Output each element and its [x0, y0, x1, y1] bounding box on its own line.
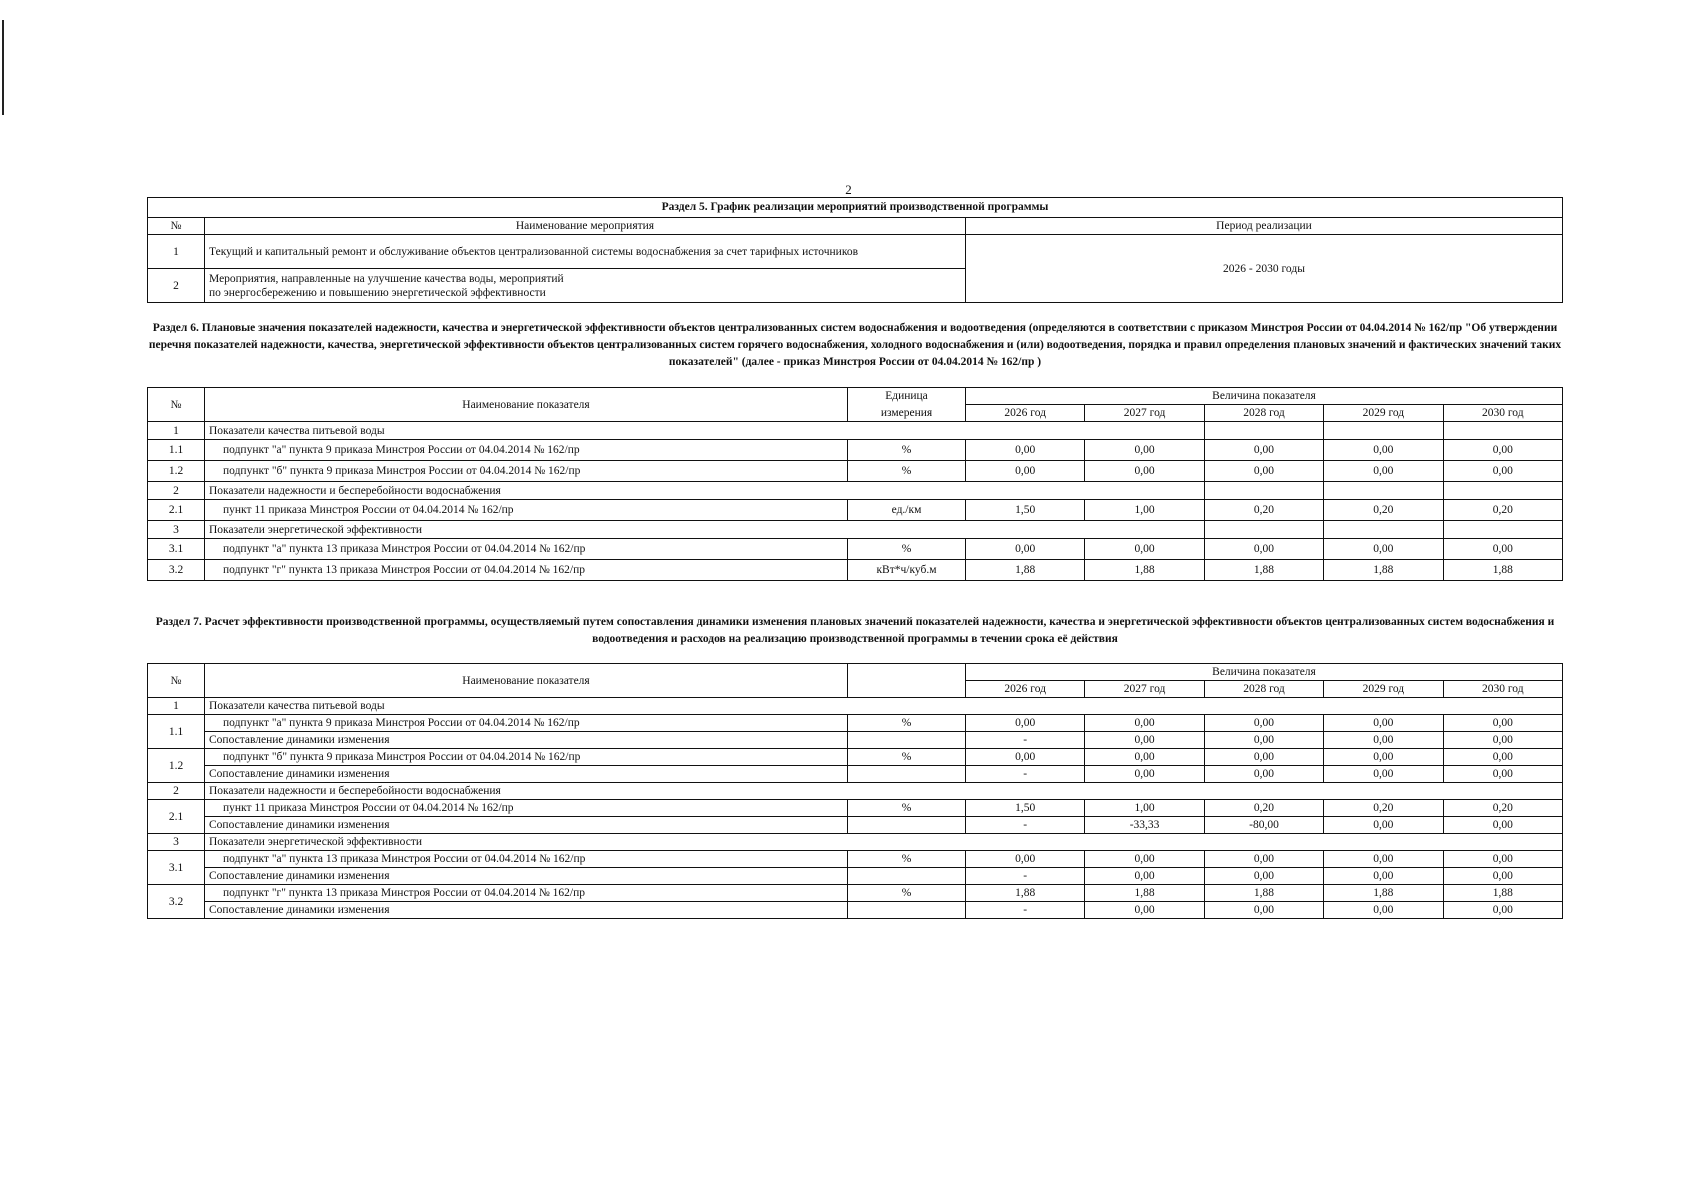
compare-value: -: [966, 868, 1085, 885]
compare-value: 0,00: [1085, 766, 1204, 783]
s6-year-header: 2027 год: [1085, 405, 1204, 422]
page-number: 2: [845, 182, 852, 197]
table-row: [148, 800, 1563, 817]
section6-title: Раздел 6. Плановые значения показателей надежности, качества и энергетической эффективности объектов централизованных систем водоснабжения и водоотведения (определяются в соответствии с приказом Минстроя России от 04.04.2014 № 162/пр "Об утверждении перечня показателей надежности, качества, энергетической эффективности объектов централизованных систем горячего водоснабжения, холодного водоснабжения и (или) водоотведения, порядка и правил определения плановых значений и фактических значений таких показателей" (далее - приказ Минстроя России от 04.04.2014 № 162/пр ): [148, 322, 1562, 368]
table-row: [148, 461, 1563, 482]
empty-cell: [848, 422, 966, 440]
row-number: 1: [148, 422, 205, 440]
value-cell: 0,00: [1204, 715, 1323, 732]
row-number: 1.2: [148, 749, 205, 783]
compare-row: [148, 732, 1563, 749]
s7-col-unit: [848, 664, 966, 698]
compare-value: -: [966, 902, 1085, 919]
s5-period: 2026 - 2030 годы: [966, 235, 1563, 303]
group-name: Показатели качества питьевой воды: [205, 422, 848, 440]
value-cell: 0,00: [1085, 440, 1204, 461]
value-cell: 1,88: [1324, 560, 1443, 581]
indicator-name: подпункт "а" пункта 13 приказа Минстроя России от 04.04.2014 № 162/пр: [205, 539, 848, 560]
value-cell: 1,88: [1204, 885, 1323, 902]
s7-body: [148, 698, 1563, 919]
empty-cell: [1204, 482, 1323, 500]
value-cell: 1,50: [966, 800, 1085, 817]
s7-year-header: 2026 год: [966, 681, 1085, 698]
empty-cell: [1085, 834, 1204, 851]
indicator-name: подпункт "г" пункта 13 приказа Минстроя России от 04.04.2014 № 162/пр: [205, 560, 848, 581]
compare-value: 0,00: [1204, 868, 1323, 885]
empty-cell: [848, 732, 966, 749]
row-number: 2: [148, 783, 205, 800]
value-cell: 1,88: [1085, 560, 1204, 581]
value-cell: 0,00: [1324, 851, 1443, 868]
value-cell: 0,00: [1443, 440, 1562, 461]
compare-value: 0,00: [1204, 732, 1323, 749]
value-cell: 1,00: [1085, 500, 1204, 521]
unit-cell: %: [848, 461, 966, 482]
row-number: 3: [148, 521, 205, 539]
row-number: 1.1: [148, 715, 205, 749]
compare-value: -80,00: [1204, 817, 1323, 834]
section6-table: [147, 387, 1563, 581]
row-number: 3.2: [148, 560, 205, 581]
table-row: [148, 715, 1563, 732]
value-cell: 0,20: [1204, 800, 1323, 817]
indicator-name: подпункт "б" пункта 9 приказа Минстроя России от 04.04.2014 № 162/пр: [205, 749, 848, 766]
empty-cell: [1085, 482, 1204, 500]
empty-cell: [1443, 834, 1562, 851]
section7-block: [147, 663, 1563, 919]
empty-cell: [848, 521, 966, 539]
group-row: [148, 698, 1563, 715]
empty-cell: [966, 521, 1085, 539]
unit-cell: %: [848, 851, 966, 868]
compare-value: 0,00: [1085, 868, 1204, 885]
compare-value: 0,00: [1443, 868, 1562, 885]
s5-row-name: Текущий и капитальный ремонт и обслуживание объектов централизованной системы водоснабжения за счет тарифных источников: [205, 235, 966, 269]
value-cell: 1,88: [966, 885, 1085, 902]
compare-row: [148, 902, 1563, 919]
s6-year-header: 2028 год: [1204, 405, 1323, 422]
group-name: Показатели надежности и бесперебойности водоснабжения: [205, 482, 848, 500]
row-number: 1.1: [148, 440, 205, 461]
empty-cell: [1443, 783, 1562, 800]
compare-value: 0,00: [1204, 766, 1323, 783]
empty-cell: [1204, 422, 1323, 440]
table-row: [148, 885, 1563, 902]
s7-year-header: 2030 год: [1443, 681, 1562, 698]
empty-cell: [1443, 422, 1562, 440]
s7-col-no: №: [148, 664, 205, 698]
s6-year-header: 2029 год: [1324, 405, 1443, 422]
value-cell: 0,00: [1324, 749, 1443, 766]
empty-cell: [1443, 482, 1562, 500]
row-number: 3.2: [148, 885, 205, 919]
value-cell: 0,20: [1324, 800, 1443, 817]
indicator-name: пункт 11 приказа Минстроя России от 04.04.2014 № 162/пр: [205, 500, 848, 521]
value-cell: 0,00: [1085, 715, 1204, 732]
value-cell: 0,20: [1324, 500, 1443, 521]
compare-label: Сопоставление динамики изменения: [205, 902, 848, 919]
value-cell: 0,00: [1204, 539, 1323, 560]
section5-title: Раздел 5. График реализации мероприятий производственной программы: [148, 198, 1563, 218]
s6-col-value: Величина показателя: [966, 388, 1563, 405]
s6-body: [148, 422, 1563, 581]
s5-row-name-line: по энергосбережению и повышению энергетической эффективности: [209, 286, 546, 299]
value-cell: 1,88: [966, 560, 1085, 581]
value-cell: 1,88: [1085, 885, 1204, 902]
value-cell: 0,00: [1085, 851, 1204, 868]
s6-col-no: №: [148, 388, 205, 422]
value-cell: 0,00: [1324, 539, 1443, 560]
value-cell: 1,50: [966, 500, 1085, 521]
indicator-name: пункт 11 приказа Минстроя России от 04.04.2014 № 162/пр: [205, 800, 848, 817]
s6-year-header: 2026 год: [966, 405, 1085, 422]
s6-year-header: 2030 год: [1443, 405, 1562, 422]
row-number: 2.1: [148, 500, 205, 521]
s7-col-name: Наименование показателя: [205, 664, 848, 698]
s6-col-unit: Единица: [848, 388, 966, 405]
value-cell: 0,00: [1324, 715, 1443, 732]
value-cell: 0,00: [966, 461, 1085, 482]
s5-row-name: [205, 269, 966, 303]
unit-cell: %: [848, 539, 966, 560]
section7-title: Раздел 7. Расчет эффективности производственной программы, осуществляемый путем сопоставления динамики изменения плановых значений показателей надежности, качества и энергетической эффективности объектов централизованных систем водоснабжения и водоотведения и расходов на реализацию производственной программы в течении срока её действия: [155, 616, 1555, 645]
scan-margin-line: [2, 20, 4, 115]
empty-cell: [1085, 521, 1204, 539]
section6-block: [147, 387, 1563, 581]
indicator-name: подпункт "а" пункта 13 приказа Минстроя России от 04.04.2014 № 162/пр: [205, 851, 848, 868]
empty-cell: [1324, 698, 1443, 715]
empty-cell: [966, 422, 1085, 440]
compare-label: Сопоставление динамики изменения: [205, 732, 848, 749]
group-name: Показатели надежности и бесперебойности водоснабжения: [205, 783, 848, 800]
row-number: 2: [148, 482, 205, 500]
value-cell: 0,00: [1085, 539, 1204, 560]
empty-cell: [848, 868, 966, 885]
value-cell: 0,00: [1204, 851, 1323, 868]
empty-cell: [1324, 834, 1443, 851]
compare-value: 0,00: [1324, 732, 1443, 749]
value-cell: 0,00: [1085, 749, 1204, 766]
s5-col-no: №: [148, 218, 205, 235]
group-name: Показатели энергетической эффективности: [205, 521, 848, 539]
empty-cell: [1204, 783, 1323, 800]
compare-value: -33,33: [1085, 817, 1204, 834]
empty-cell: [848, 902, 966, 919]
row-number: 3: [148, 834, 205, 851]
unit-cell: %: [848, 715, 966, 732]
empty-cell: [848, 698, 966, 715]
value-cell: 0,00: [1204, 461, 1323, 482]
s7-col-value: Величина показателя: [966, 664, 1563, 681]
s6-col-name: Наименование показателя: [205, 388, 848, 422]
compare-value: 0,00: [1443, 902, 1562, 919]
indicator-name: подпункт "г" пункта 13 приказа Минстроя России от 04.04.2014 № 162/пр: [205, 885, 848, 902]
s5-row-no: 2: [148, 269, 205, 303]
group-row: [148, 422, 1563, 440]
table-row: [148, 560, 1563, 581]
unit-cell: %: [848, 440, 966, 461]
value-cell: 0,00: [1085, 461, 1204, 482]
empty-cell: [1085, 783, 1204, 800]
group-row: [148, 521, 1563, 539]
compare-value: 0,00: [1324, 868, 1443, 885]
group-row: [148, 783, 1563, 800]
compare-value: 0,00: [1085, 902, 1204, 919]
compare-row: [148, 766, 1563, 783]
value-cell: 0,00: [966, 851, 1085, 868]
compare-value: 0,00: [1443, 732, 1562, 749]
value-cell: 0,00: [1324, 440, 1443, 461]
empty-cell: [848, 783, 966, 800]
section5-table: [147, 197, 1563, 303]
empty-cell: [1085, 698, 1204, 715]
value-cell: 0,00: [1443, 461, 1562, 482]
s6-col-unit: измерения: [848, 405, 966, 422]
compare-value: -: [966, 766, 1085, 783]
compare-value: -: [966, 817, 1085, 834]
section7-table: [147, 663, 1563, 919]
empty-cell: [1324, 482, 1443, 500]
group-name: Показатели энергетической эффективности: [205, 834, 848, 851]
compare-value: 0,00: [1324, 817, 1443, 834]
empty-cell: [1324, 783, 1443, 800]
empty-cell: [1085, 422, 1204, 440]
indicator-name: подпункт "а" пункта 9 приказа Минстроя России от 04.04.2014 № 162/пр: [205, 440, 848, 461]
s5-col-period: Период реализации: [966, 218, 1563, 235]
empty-cell: [1204, 698, 1323, 715]
value-cell: 0,00: [1324, 461, 1443, 482]
value-cell: 0,00: [966, 440, 1085, 461]
compare-row: [148, 817, 1563, 834]
value-cell: 0,00: [1443, 851, 1562, 868]
value-cell: 0,00: [1443, 749, 1562, 766]
empty-cell: [1324, 521, 1443, 539]
value-cell: 1,88: [1443, 560, 1562, 581]
value-cell: 0,00: [966, 749, 1085, 766]
table-row: [148, 851, 1563, 868]
empty-cell: [966, 482, 1085, 500]
indicator-name: подпункт "а" пункта 9 приказа Минстроя России от 04.04.2014 № 162/пр: [205, 715, 848, 732]
table-row: [148, 440, 1563, 461]
compare-value: 0,00: [1443, 766, 1562, 783]
section5-block: [147, 197, 1563, 303]
s5-row-no: 1: [148, 235, 205, 269]
value-cell: 1,88: [1324, 885, 1443, 902]
compare-value: 0,00: [1324, 766, 1443, 783]
value-cell: 0,00: [1204, 749, 1323, 766]
compare-label: Сопоставление динамики изменения: [205, 766, 848, 783]
unit-cell: %: [848, 800, 966, 817]
s5-col-name: Наименование мероприятия: [205, 218, 966, 235]
empty-cell: [848, 817, 966, 834]
empty-cell: [1204, 521, 1323, 539]
empty-cell: [966, 698, 1085, 715]
value-cell: 0,20: [1204, 500, 1323, 521]
s7-year-header: 2029 год: [1324, 681, 1443, 698]
value-cell: 1,88: [1443, 885, 1562, 902]
empty-cell: [966, 834, 1085, 851]
compare-label: Сопоставление динамики изменения: [205, 817, 848, 834]
value-cell: 0,20: [1443, 500, 1562, 521]
row-number: 3.1: [148, 851, 205, 885]
value-cell: 0,00: [1443, 539, 1562, 560]
value-cell: 0,20: [1443, 800, 1562, 817]
value-cell: 0,00: [966, 539, 1085, 560]
empty-cell: [848, 482, 966, 500]
s7-year-header: 2027 год: [1085, 681, 1204, 698]
row-number: 1.2: [148, 461, 205, 482]
value-cell: 0,00: [1204, 440, 1323, 461]
indicator-name: подпункт "б" пункта 9 приказа Минстроя России от 04.04.2014 № 162/пр: [205, 461, 848, 482]
empty-cell: [1443, 521, 1562, 539]
s7-year-header: 2028 год: [1204, 681, 1323, 698]
compare-value: 0,00: [1085, 732, 1204, 749]
group-row: [148, 482, 1563, 500]
empty-cell: [966, 783, 1085, 800]
row-number: 3.1: [148, 539, 205, 560]
value-cell: 0,00: [1443, 715, 1562, 732]
empty-cell: [1204, 834, 1323, 851]
compare-value: 0,00: [1443, 817, 1562, 834]
value-cell: 0,00: [966, 715, 1085, 732]
compare-label: Сопоставление динамики изменения: [205, 868, 848, 885]
compare-value: -: [966, 732, 1085, 749]
unit-cell: %: [848, 749, 966, 766]
table-row: [148, 500, 1563, 521]
value-cell: 1,00: [1085, 800, 1204, 817]
compare-row: [148, 868, 1563, 885]
empty-cell: [1443, 698, 1562, 715]
unit-cell: ед./км: [848, 500, 966, 521]
table-row: [148, 539, 1563, 560]
table-row: [148, 749, 1563, 766]
group-row: [148, 834, 1563, 851]
group-name: Показатели качества питьевой воды: [205, 698, 848, 715]
row-number: 2.1: [148, 800, 205, 834]
unit-cell: кВт*ч/куб.м: [848, 560, 966, 581]
compare-value: 0,00: [1324, 902, 1443, 919]
s5-row-name-line: Мероприятия, направленные на улучшение качества воды, мероприятий: [209, 272, 564, 285]
compare-value: 0,00: [1204, 902, 1323, 919]
empty-cell: [848, 766, 966, 783]
empty-cell: [1324, 422, 1443, 440]
unit-cell: %: [848, 885, 966, 902]
row-number: 1: [148, 698, 205, 715]
empty-cell: [848, 834, 966, 851]
value-cell: 1,88: [1204, 560, 1323, 581]
